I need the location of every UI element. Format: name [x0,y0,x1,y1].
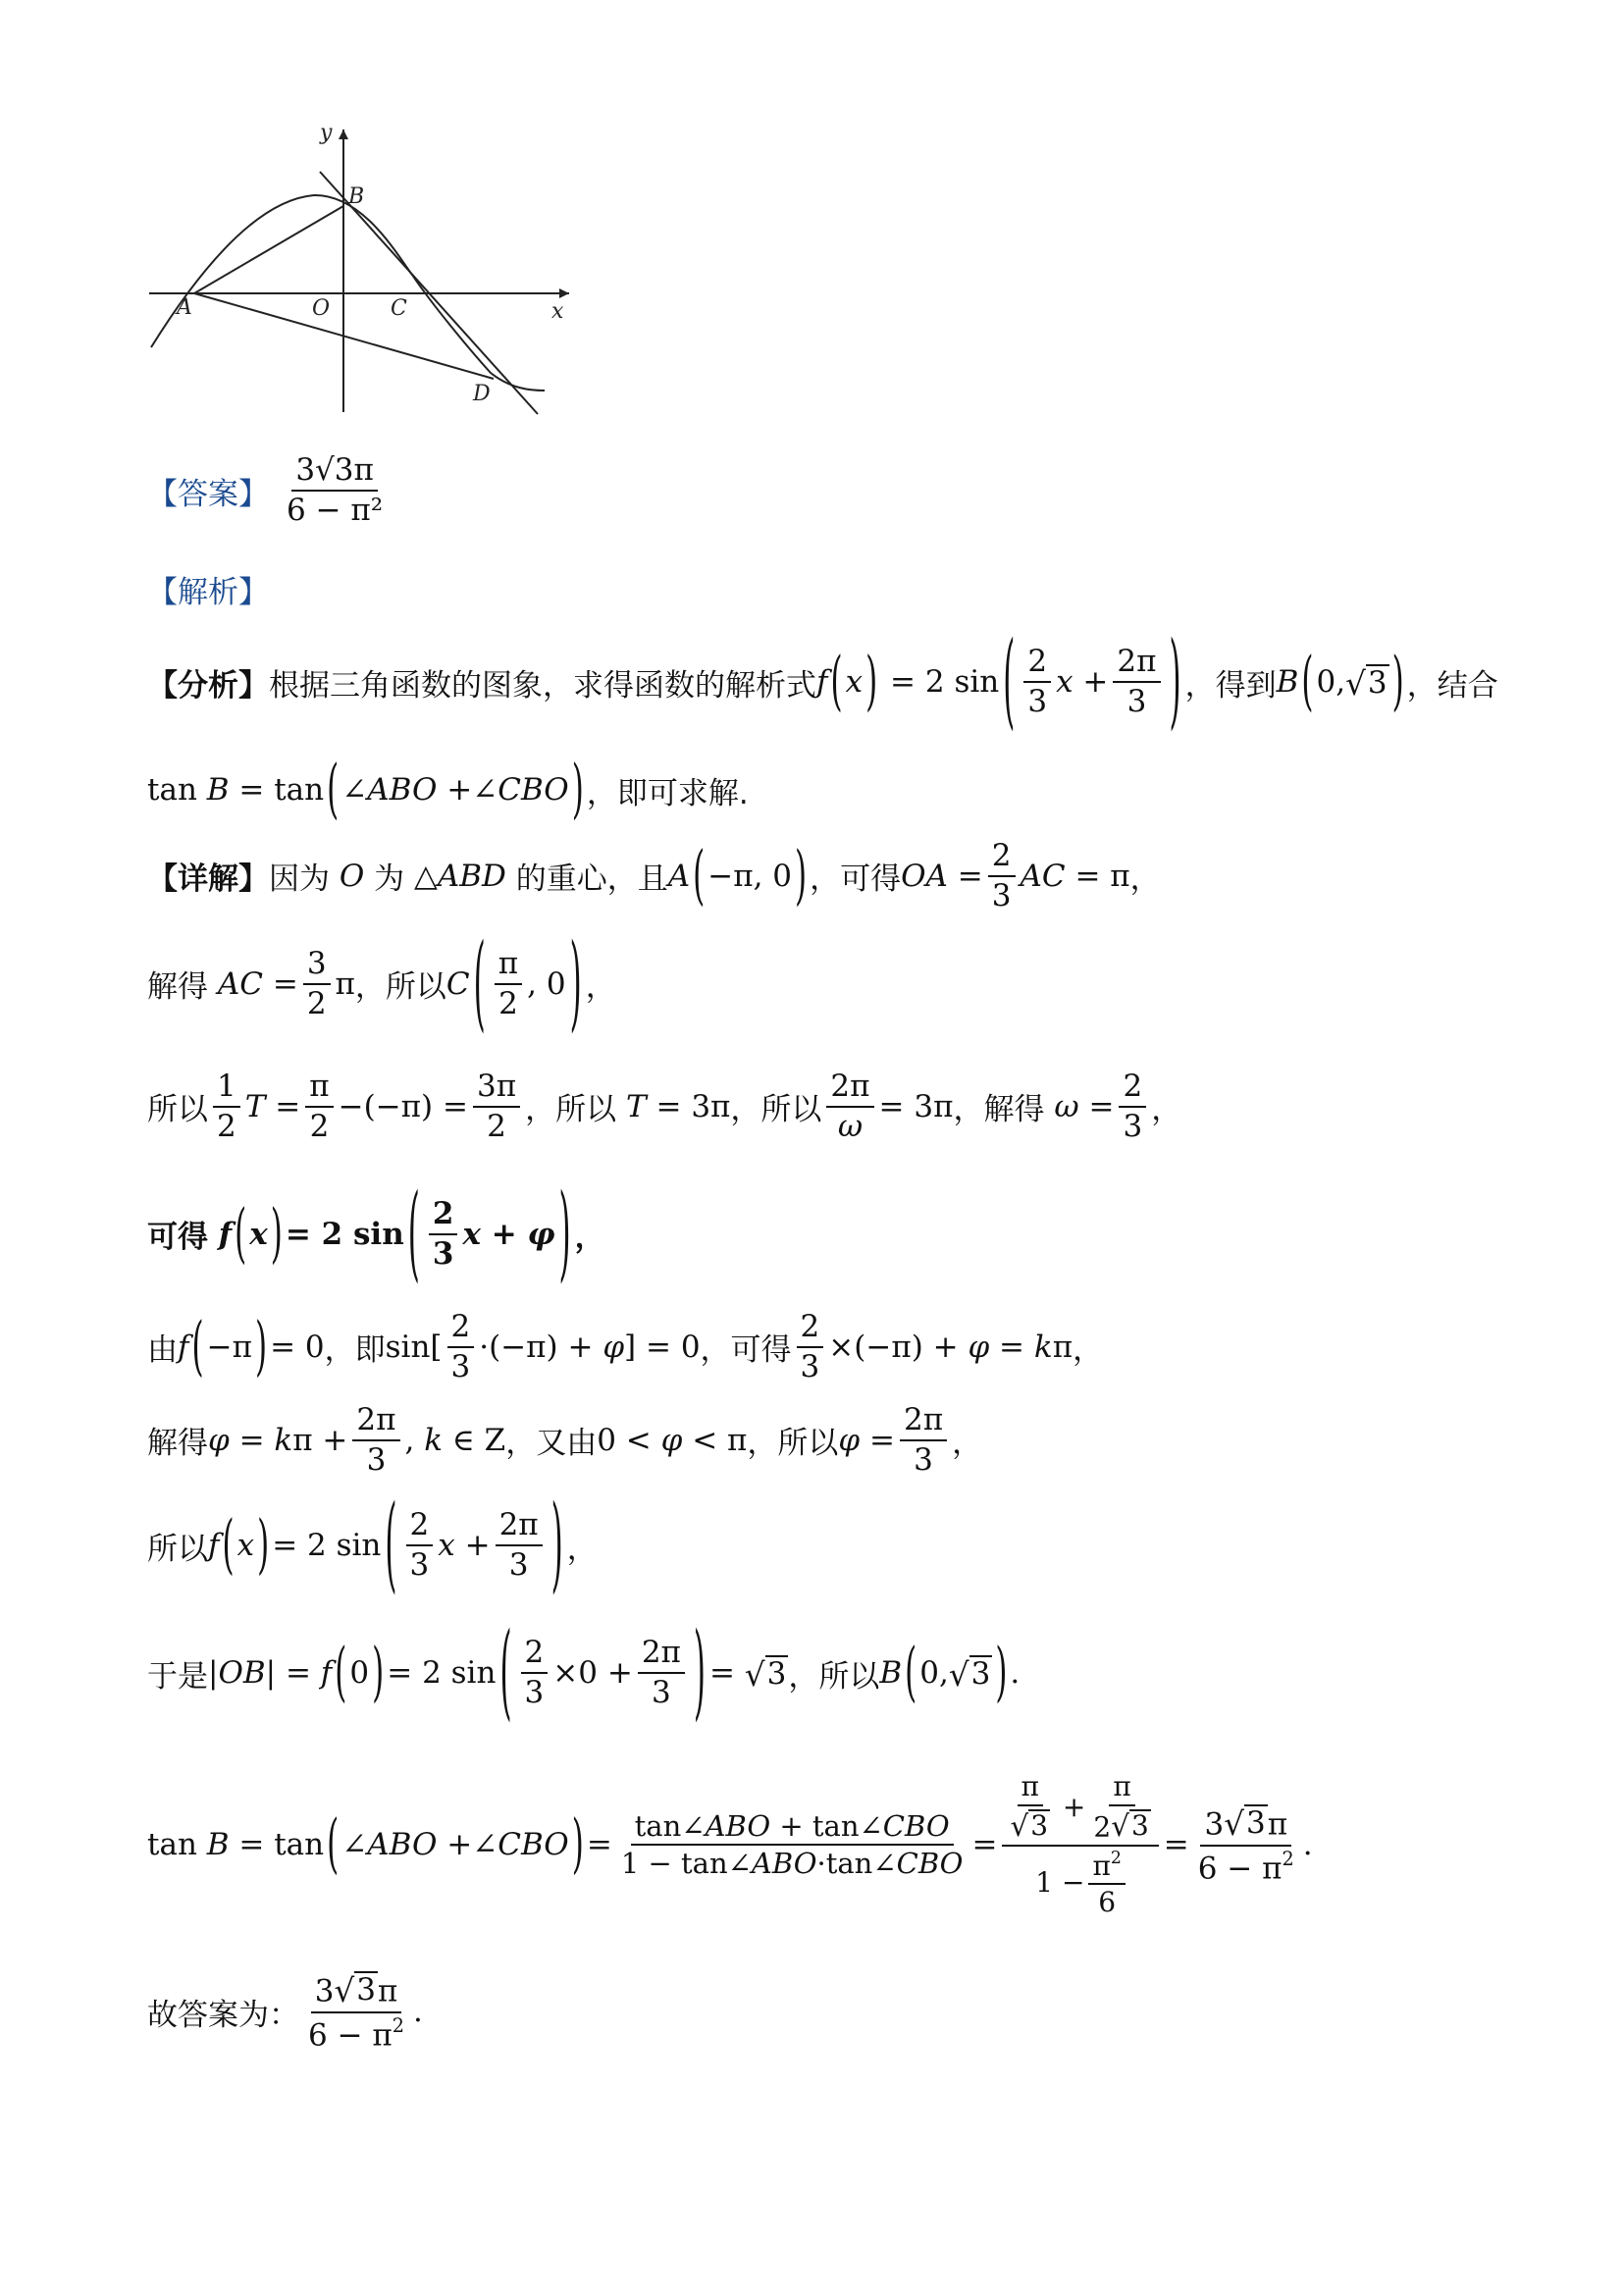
fenxi-text-4: ，即可求解. [586,775,749,811]
formula-OA: OA = $\frac{2}{3}$ AC = π [901,837,1130,913]
l9-text-b: ， [566,1531,598,1567]
formula-phi-value: φ = $\frac{2\pi}{3}$ [838,1404,952,1476]
l4-text-c: ， [585,969,616,1005]
fenxi-text-3: ，结合 [1406,667,1498,704]
line-10 [147,1612,1021,1734]
fenxi-text-1: 根据三角函数的图象，求得函数的解析式 [269,667,816,704]
line-8 [147,1388,982,1491]
x-axis-arrow [559,288,569,298]
point-A-label: A [177,295,192,320]
l8-text-b: ，又由 [505,1426,598,1461]
detail-text-4: ，可得 [810,861,902,897]
l5-text-a: 所以 [147,1092,208,1127]
detail-line-1 [147,824,1161,927]
final-line [147,1953,423,2070]
answer-tag: 【答案】 [147,476,269,512]
formula-point-B: B ( 0, √ 3 ) [1276,645,1404,719]
l5-text-d: ，解得 [953,1092,1045,1127]
l5-text-b: ，所以 [525,1092,617,1127]
formula-sin-eq: sin[ $\frac{2}{3}$ ·(−π) + φ ] = 0 [385,1308,701,1384]
answer-fraction [283,454,387,526]
l4-text-a: 解得 [147,969,208,1005]
l10-text-a: 于是 [147,1658,208,1695]
formula-half-T: $\frac{1}{2}$ T = $\frac{\pi}{2}$ −(−π) = $\frac{3\pi}{2}$ [208,1070,525,1142]
formula-T: T = 3π [625,1088,731,1124]
l10-text-b: ，所以 [788,1658,880,1695]
line-9 [147,1485,598,1606]
formula-OB: | OB | = f ( 0 ) = 2 sin ( $\frac{2}{3}$ ×0 + $\frac{2\pi}{3}$ ) = √ 3 [208,1612,787,1734]
fenxi-line-2 [147,753,749,827]
l7-text-c: ，可得 [700,1332,792,1368]
l8-text-a: 解得 [147,1426,208,1461]
l7-text-b: ，即 [324,1332,386,1368]
formula-tanB: tan B = tan ( ∠ ABO +∠ CBO ) [147,753,584,827]
l9-text-a: 所以 [147,1531,208,1567]
x-label: x [551,299,564,324]
l5-text-c: ，所以 [730,1092,822,1127]
var-O: O [330,858,375,894]
function-graph [137,118,589,427]
l4-text-b: ，所以 [354,969,446,1005]
formula-k-pi: $\frac{2}{3}$ ×(−π) + φ = k π [792,1311,1073,1383]
detail-text-3: 的重心，且 [515,861,668,897]
l7-text-d: ， [1073,1332,1104,1368]
formula-f-phi: f ( x ) = 2 sin ( $\frac{2}{3}$ x + φ ) [218,1174,571,1294]
line-4 [147,923,616,1044]
answer-line [147,432,392,549]
formula-phi-general: φ = k π + $\frac{2\pi}{3}$ , k ∈ Z [208,1401,506,1478]
formula-omega: ω = $\frac{2}{3}$ [1044,1070,1151,1142]
origin-label: O [312,296,331,321]
fenxi-line [147,621,1498,743]
formula-omega-period: $\frac{2\pi}{\omega}$ = 3π [821,1070,953,1142]
detail-tag: 【详解】 [147,861,269,897]
analysis-line [147,559,269,618]
y-label: y [320,121,333,145]
y-axis-arrow [339,130,348,139]
segment-AB [194,206,343,293]
detail-text-1: 因为 [269,861,330,897]
triangle-ABD: △ ABD [404,858,506,894]
line-5 [147,1055,1181,1158]
detail-text-2: 为 [374,861,405,897]
l8-text-c: ，所以 [747,1426,839,1461]
point-C-label: C [391,296,407,321]
l8-text-d: ， [952,1426,983,1461]
analysis-tag: 【解析】 [147,574,269,610]
answer-denominator: 6 − π² [287,493,384,528]
formula-AC: AC = $\frac{3}{2}$ π [217,945,355,1021]
fenxi-text-2: ，得到 [1184,667,1277,704]
line-11 [147,1756,1313,1933]
formula-tanB-full: tan B = tan ( ∠ ABO +∠ CBO ) = $\frac{\text{tan∠ABO + tan∠CBO}}{\text{1 − tan∠ABO·tan∠CBO}}$ = π √ 3 + π 2 √ 3 1 − $\frac{\pi^2}{6}$ = 3 √ 3 π $6 - \pi^2$ . [147,1770,1313,1919]
final-text: 故答案为： [147,1997,299,2033]
point-A-coord: A ( −π, 0 ) [667,838,808,913]
l7-text-a: 由 [147,1332,178,1368]
formula-C-coord: C ( $\frac{\pi}{2}$ , 0 ) [445,923,582,1044]
l6-text-a: 可得 [147,1220,208,1255]
formula-f-expression: f ( x ) = 2 sin ( $\frac{2}{3}$ x + $\frac{2\pi}{3}$ ) [816,621,1181,743]
point-B-label: B [348,184,365,209]
detail-text-5: ， [1129,861,1161,897]
line-6 [147,1174,605,1294]
final-fraction: 3 √ 3 π $6 - \pi^2$ . [308,1972,423,2053]
l5-text-e: ， [1151,1092,1182,1127]
answer-numerator: 3√3π [291,454,378,492]
fenxi-tag: 【分析】 [147,667,269,704]
point-D-label: D [473,382,491,406]
formula-f-final: f ( x ) = 2 sin ( $\frac{2}{3}$ x + $\frac{2\pi}{3}$ ) [208,1485,563,1606]
formula-f-neg-pi: f ( −π ) = 0 [178,1309,325,1384]
formula-B-final: B ( 0, √ 3 ) . [879,1636,1021,1710]
formula-phi-range: 0 < φ < π [597,1422,748,1458]
l6-text-b: ， [574,1220,605,1255]
line-7 [147,1300,1103,1393]
